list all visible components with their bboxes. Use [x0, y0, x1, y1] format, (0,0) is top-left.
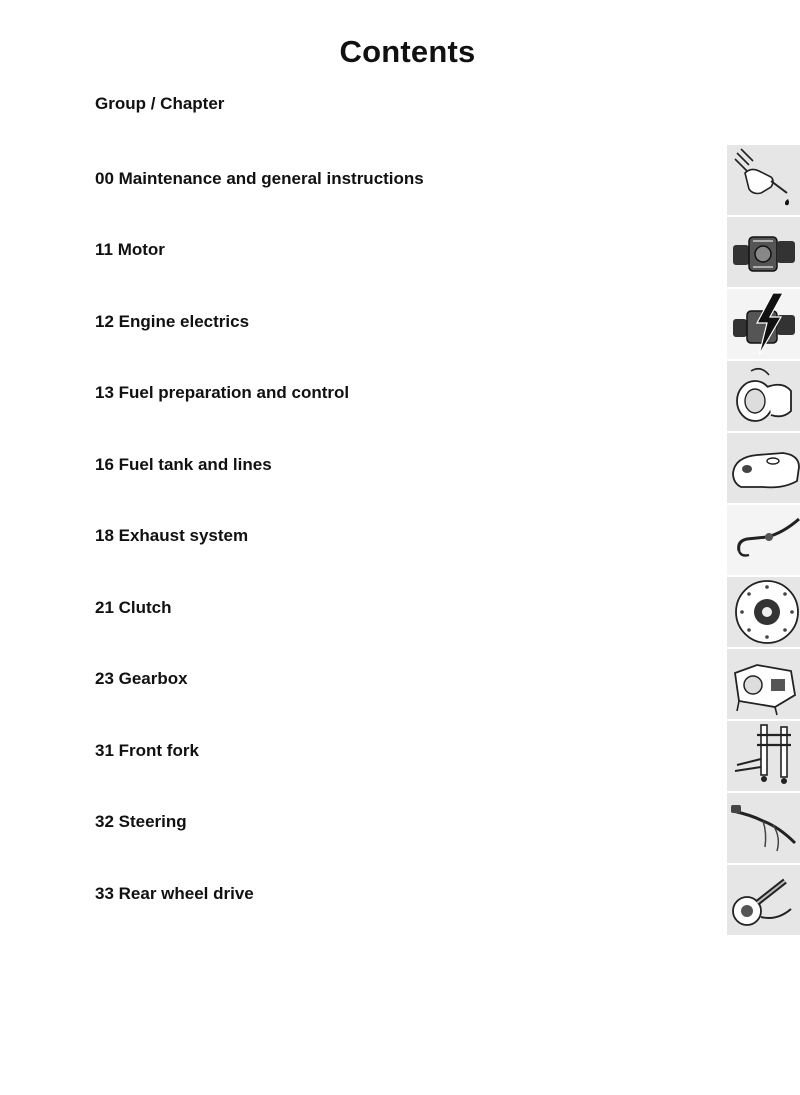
chapter-21-link[interactable]: 21 Clutch — [95, 598, 172, 617]
tab-chapter-16[interactable] — [727, 433, 800, 503]
oil-can-icon — [727, 145, 800, 215]
throttle-body-icon — [727, 361, 800, 431]
chapter-16-link[interactable]: 16 Fuel tank and lines — [95, 455, 272, 474]
fuel-tank-icon — [727, 433, 800, 503]
rear-drive-icon — [727, 865, 800, 935]
chapter-23-link[interactable]: 23 Gearbox — [95, 669, 188, 688]
chapter-00-link[interactable]: 00 Maintenance and general instructions — [95, 169, 424, 188]
tab-chapter-21[interactable] — [727, 577, 800, 647]
chapter-13-link[interactable]: 13 Fuel preparation and control — [95, 383, 350, 402]
clutch-disc-icon — [727, 577, 800, 647]
tab-chapter-12[interactable] — [727, 289, 800, 359]
handlebar-icon — [727, 793, 800, 863]
front-fork-icon — [727, 721, 800, 791]
page-title: Contents — [339, 34, 476, 69]
tab-chapter-31[interactable] — [727, 721, 800, 791]
tab-chapter-32[interactable] — [727, 793, 800, 863]
chapter-31-link[interactable]: 31 Front fork — [95, 741, 199, 760]
tab-chapter-33[interactable] — [727, 865, 800, 935]
engine-electrics-icon — [727, 289, 800, 359]
engine-icon — [727, 217, 800, 287]
chapter-11-link[interactable]: 11 Motor — [95, 240, 165, 259]
chapter-32-link[interactable]: 32 Steering — [95, 812, 187, 831]
tab-chapter-13[interactable] — [727, 361, 800, 431]
chapter-33-link[interactable]: 33 Rear wheel drive — [95, 884, 254, 903]
chapter-18-link[interactable]: 18 Exhaust system — [95, 526, 249, 545]
tab-chapter-18[interactable] — [727, 505, 800, 575]
tab-chapter-00[interactable] — [727, 145, 800, 215]
column-heading: Group / Chapter — [95, 94, 225, 113]
tab-chapter-23[interactable] — [727, 649, 800, 719]
gearbox-icon — [727, 649, 800, 719]
tab-chapter-11[interactable] — [727, 217, 800, 287]
exhaust-icon — [727, 505, 800, 575]
chapter-12-link[interactable]: 12 Engine electrics — [95, 312, 250, 331]
